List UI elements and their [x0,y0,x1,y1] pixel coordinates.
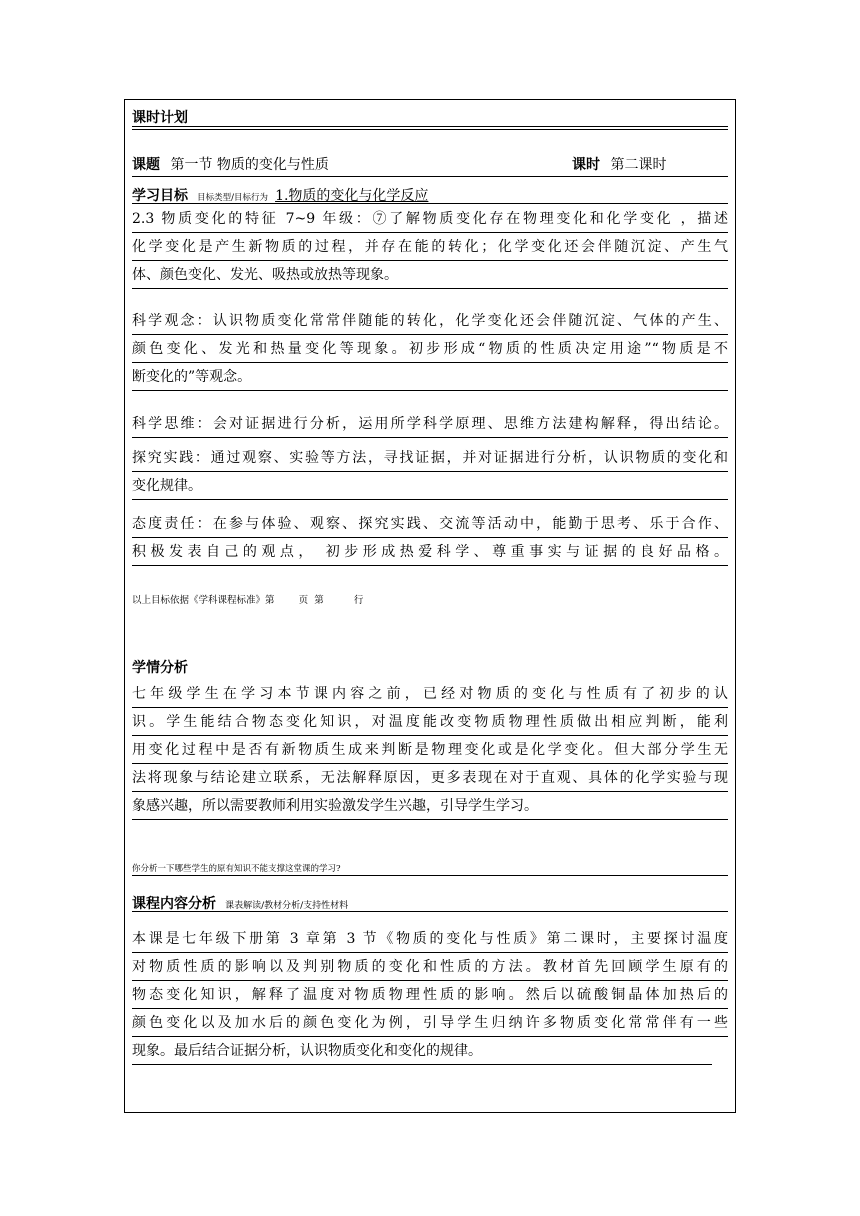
period-value: 第二课时 [610,157,667,173]
standard-line: 化学变化是产生新物质的过程，并存在能的转化；化学变化还会伴随沉淀、产生气 [132,233,728,261]
standard-paragraph [132,205,728,289]
thinking-paragraph [132,410,728,438]
topic-row [132,154,728,174]
content-analysis-line: 对物质性质的影响以及判别物质的变化和性质的方法。教材首先回顾学生原有的 [132,953,728,981]
student-analysis-prompt: 你分析一下哪些学生的原有知识不能支撑这堂课的学习? [132,864,341,874]
student-analysis-rule [132,875,728,876]
objectives-rule [132,203,728,204]
attitude-line: 态度责任：在参与体验、观察、探究实践、交流等活动中，能勤于思考、乐于合作、 [132,510,728,538]
student-analysis-line: 识。学生能结合物态变化知识，对温度能改变物质物理性质做出相应判断，能利 [132,708,728,736]
content-analysis-line: 现象。最后结合证据分析，认识物质变化和变化的规律。 [132,1037,712,1065]
attitude-line: 积极发表自己的观点， 初步形成热爱科学、尊重事实与证据的良好品格。 [132,538,728,566]
student-analysis-line: 法将现象与结论建立联系，无法解释原因，更多表现在对于直观、具体的化学实验与现 [132,764,728,792]
practice-line: 变化规律。 [132,472,728,500]
objectives-header [132,185,728,205]
lesson-plan-frame [124,99,736,1113]
thinking-line: 科学思维：会对证据进行分析，运用所学科学原理、思维方法建构解释，得出结论。 [132,410,728,438]
content-analysis-paragraph [132,925,728,1065]
topic-label: 课题 [132,157,160,173]
standard-line: 2.3 物质变化的特征 7~9 年级：⑦了解物质变化存在物理变化和化学变化 ，描述 [132,205,728,233]
content-analysis-rule [132,911,728,912]
period-label: 课时 [572,157,600,173]
content-analysis-line: 颜色变化以及加水后的颜色变化为例，引导学生归纳许多物质变化常常伴有一些 [132,1009,728,1037]
student-analysis-line: 象感兴趣，所以需要教师利用实验激发学生兴趣，引导学生学习。 [132,792,728,820]
student-analysis-line: 七年级学生在学习本节课内容之前，已经对物质的变化与性质有了初步的认 [132,680,728,708]
topic-rule [132,176,728,177]
content-analysis-line: 物态变化知识，解释了温度对物质物理性质的影响。然后以硫酸铜晶体加热后的 [132,981,728,1009]
concept-paragraph [132,307,728,391]
title-rule [132,126,728,130]
topic-value: 第一节 物质的变化与性质 [170,157,329,173]
content-analysis-label: 课程内容分析 [132,896,216,912]
concept-line: 颜色变化、发光和热量变化等现象。初步形成“物质的性质决定用途”“物质是不 [132,335,728,363]
objectives-hint: 目标类型/目标行为 [197,193,268,203]
content-analysis-header [132,893,728,913]
student-analysis-line: 用变化过程中是否有新物质生成来判断是物理变化或是化学变化。但大部分学生无 [132,736,728,764]
attitude-paragraph [132,510,728,566]
student-analysis-paragraph [132,680,728,820]
content-analysis-line: 本课是七年级下册第 3 章第 3 节《物质的变化与性质》第二课时，主要探讨温度 [132,925,728,953]
student-analysis-label: 学情分析 [132,660,188,676]
concept-line: 科学观念：认识物质变化常常伴随能的转化，化学变化还会伴随沉淀、气体的产生、 [132,307,728,335]
practice-paragraph [132,444,728,500]
content-analysis-hint: 课表解读/教材分析/支持性材料 [225,901,349,911]
standard-heading: 1.物质的变化与化学反应 [275,188,429,204]
practice-line: 探究实践：通过观察、实验等方法，寻找证据，并对证据进行分析，认识物质的变化和 [132,444,728,472]
plan-title: 课时计划 [132,110,188,126]
source-note: 以上目标依据《学科课程标准》第 页 第 行 [132,595,364,606]
objectives-label: 学习目标 [132,188,188,204]
standard-line: 体、颜色变化、发光、吸热或放热等现象。 [132,261,728,289]
concept-line: 断变化的”等观念。 [132,363,728,391]
